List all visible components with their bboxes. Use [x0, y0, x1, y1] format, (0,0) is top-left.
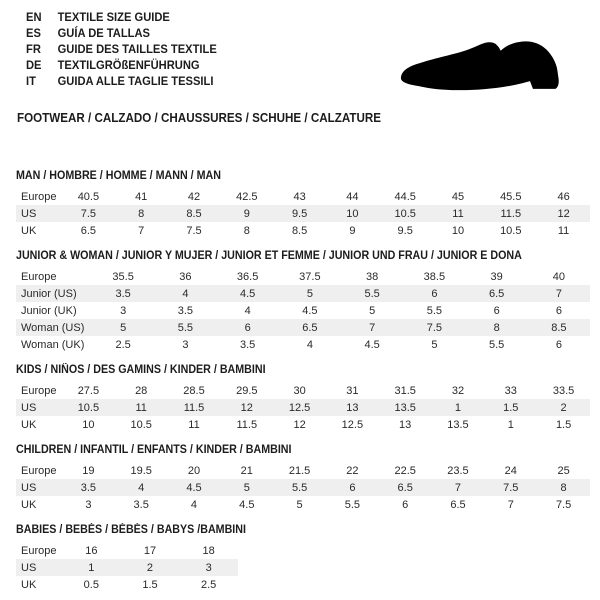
size-cell: 10.5: [394, 207, 416, 220]
size-cell: 39: [490, 270, 503, 283]
size-cell: 7.5: [503, 481, 519, 494]
row-label: US: [21, 481, 37, 494]
size-row-europe: [16, 382, 590, 399]
language-label: GUÍA DE TALLAS: [57, 26, 150, 40]
size-cell: 12: [293, 418, 306, 431]
row-label: Junior (US): [21, 287, 77, 300]
size-cell: 7: [555, 287, 562, 300]
size-cell: 3.5: [115, 287, 131, 300]
size-cell: 43: [293, 190, 306, 203]
size-table-children: [16, 462, 590, 513]
size-row-uk: [16, 222, 590, 239]
size-cell: 1.5: [142, 578, 158, 591]
size-cell: 6: [402, 498, 409, 511]
size-cell: 3: [120, 304, 127, 317]
size-cell: 11.5: [500, 207, 522, 220]
size-cell: 8.5: [291, 224, 308, 237]
size-table-kids: [16, 382, 590, 433]
size-cell: 40.5: [77, 190, 100, 203]
size-cell: 11: [557, 224, 570, 237]
size-cell: 1.5: [555, 418, 572, 431]
size-cell: 37.5: [299, 270, 321, 283]
size-cell: 5: [243, 481, 250, 494]
size-cell: 12: [557, 207, 570, 220]
size-cell: 42.5: [236, 190, 258, 203]
size-cell: 9.5: [291, 207, 308, 220]
size-cell: 12.5: [341, 418, 364, 431]
size-cell: 10: [451, 224, 465, 237]
size-row-us: [16, 559, 238, 576]
size-cell: 5: [431, 338, 438, 351]
size-cell: 13.5: [394, 401, 416, 414]
size-cell: 7: [507, 498, 514, 511]
size-cell: 3.5: [239, 338, 256, 351]
size-cell: 7.5: [426, 321, 443, 334]
size-cell: 1: [88, 561, 95, 574]
section-title-kids: KIDS / NIÑOS / DES GAMINS / KINDER / BAMBINI: [16, 364, 266, 376]
size-cell: 6.5: [397, 481, 413, 494]
size-row-europe: [16, 188, 590, 205]
language-list: [26, 9, 231, 89]
size-cell: 33: [504, 384, 517, 397]
size-cell: 33.5: [552, 384, 575, 397]
row-label: Europe: [21, 384, 57, 397]
language-row: [26, 57, 217, 73]
row-label: UK: [21, 578, 37, 591]
size-row-uk: [16, 496, 590, 513]
size-row-us: [16, 205, 590, 222]
size-row-uk: [16, 576, 238, 593]
size-cell: 22: [346, 464, 359, 477]
size-cell: 30: [293, 384, 306, 397]
size-cell: 36: [179, 270, 192, 283]
size-cell: 17: [143, 544, 157, 557]
size-cell: 3: [85, 498, 92, 511]
language-code: FR: [26, 42, 41, 56]
size-cell: 11.5: [236, 418, 258, 431]
size-cell: 4: [190, 498, 198, 511]
size-cell: 7.5: [80, 207, 97, 220]
size-cell: 6.5: [488, 287, 505, 300]
size-cell: 4: [244, 304, 251, 317]
size-cell: 3.5: [177, 304, 194, 317]
size-section-babies: [16, 524, 594, 593]
row-label: UK: [21, 418, 37, 431]
size-cell: 8: [138, 207, 145, 220]
size-cell: 5.5: [488, 338, 505, 351]
row-label: Woman (US): [21, 321, 85, 334]
size-cell: 2: [146, 561, 154, 574]
size-cell: 11: [452, 207, 464, 220]
size-cell: 36.5: [236, 270, 259, 283]
size-cell: 35.5: [112, 270, 134, 283]
size-cell: 6: [244, 321, 251, 334]
size-cell: 27.5: [77, 384, 100, 397]
size-cell: 11.5: [183, 401, 205, 414]
size-cell: 6.5: [80, 224, 97, 237]
row-label: US: [21, 207, 37, 220]
size-cell: 21.5: [288, 464, 311, 477]
row-label: US: [21, 561, 37, 574]
row-label: Woman (UK): [21, 338, 85, 351]
size-cell: 3: [182, 338, 189, 351]
size-cell: 8: [493, 321, 500, 334]
size-table-babies: [16, 542, 238, 593]
size-cell: 12: [240, 401, 253, 414]
language-label: GUIDE DES TAILLES TEXTILE: [57, 42, 217, 56]
size-cell: 1.5: [503, 401, 519, 414]
size-cell: 5.5: [364, 287, 380, 300]
size-cell: 5.5: [426, 304, 443, 317]
size-row-us: [16, 399, 590, 416]
size-cell: 7.5: [186, 224, 202, 237]
size-cell: 38.5: [423, 270, 446, 283]
language-row: [26, 25, 217, 41]
language-code: IT: [26, 74, 36, 88]
size-cell: 9.5: [397, 224, 413, 237]
size-cell: 5: [369, 304, 376, 317]
size-cell: 4: [306, 338, 313, 351]
size-cell: 11: [135, 401, 147, 414]
size-cell: 9: [243, 207, 250, 220]
row-label: Europe: [21, 190, 57, 203]
size-cell: 7: [138, 224, 145, 237]
size-cell: 6: [555, 304, 562, 317]
size-cell: 23.5: [447, 464, 469, 477]
size-row-us: [16, 479, 590, 496]
language-row: [26, 73, 217, 89]
size-cell: 4.5: [239, 498, 255, 511]
size-cell: 10: [82, 418, 95, 431]
size-row-woman-uk: [16, 336, 590, 353]
size-cell: 29.5: [236, 384, 258, 397]
size-cell: 20: [187, 464, 201, 477]
size-row-woman-us: [16, 319, 590, 336]
size-cell: 7: [369, 321, 376, 334]
size-cell: 40: [552, 270, 565, 283]
size-cell: 46: [557, 190, 570, 203]
size-cell: 6.5: [302, 321, 318, 334]
size-cell: 10: [346, 207, 359, 220]
section-title-children: CHILDREN / INFANTIL / ENFANTS / KINDER / BAMBINI: [16, 444, 292, 456]
size-cell: 5: [306, 287, 313, 300]
size-cell: 31: [346, 384, 359, 397]
size-cell: 13: [346, 401, 359, 414]
section-title-junior-woman: JUNIOR & WOMAN / JUNIOR Y MUJER / JUNIOR ET FEMME / JUNIOR UND FRAU / JUNIOR E DONA: [16, 250, 522, 262]
category-title: FOOTWEAR / CALZADO / CHAUSSURES / SCHUHE / CALZATURE: [17, 111, 382, 125]
size-cell: 4.5: [364, 338, 380, 351]
size-row-europe: [16, 542, 238, 559]
size-cell: 24: [504, 464, 517, 477]
size-cell: 3.5: [80, 481, 97, 494]
size-cell: 32: [451, 384, 465, 397]
size-cell: 6: [349, 481, 356, 494]
size-cell: 1: [454, 401, 462, 414]
size-cell: 6: [431, 287, 438, 300]
size-cell: 4: [182, 287, 189, 300]
size-cell: 0.5: [83, 578, 99, 591]
size-cell: 19.5: [130, 464, 152, 477]
size-cell: 44: [346, 190, 359, 203]
size-cell: 12.5: [288, 401, 311, 414]
size-section-man: [16, 170, 594, 239]
size-row-junior-uk: [16, 302, 590, 319]
size-cell: 2.5: [115, 338, 131, 351]
section-title-babies: BABIES / BEBÉS / BÉBÉS / BABYS /BAMBINI: [16, 524, 246, 536]
size-cell: 22.5: [394, 464, 416, 477]
size-cell: 13: [399, 418, 412, 431]
size-section-junior-woman: [16, 250, 594, 353]
size-cell: 4.5: [186, 481, 202, 494]
size-cell: 8: [560, 481, 567, 494]
size-cell: 5.5: [291, 481, 308, 494]
row-label: Europe: [21, 464, 57, 477]
size-cell: 5.5: [344, 498, 361, 511]
language-row: [26, 41, 217, 57]
size-cell: 2.5: [201, 578, 217, 591]
size-cell: 5.5: [177, 321, 194, 334]
size-cell: 5: [120, 321, 127, 334]
language-label: GUIDA ALLE TAGLIE TESSILI: [57, 74, 214, 88]
language-label: TEXTILGRÖßENFÜHRUNG: [57, 58, 200, 72]
size-cell: 8: [243, 224, 250, 237]
size-section-children: [16, 444, 594, 513]
size-cell: 3: [205, 561, 212, 574]
size-cell: 25: [557, 464, 570, 477]
size-cell: 6: [555, 338, 562, 351]
size-cell: 41: [135, 190, 148, 203]
size-cell: 11: [188, 418, 200, 431]
size-cell: 4: [138, 481, 145, 494]
size-cell: 10.5: [77, 401, 100, 414]
size-cell: 28: [135, 384, 148, 397]
size-row-junior-us: [16, 285, 590, 302]
size-row-uk: [16, 416, 590, 433]
row-label: UK: [21, 498, 37, 511]
size-cell: 9: [349, 224, 356, 237]
size-row-europe: [16, 462, 590, 479]
size-cell: 31.5: [394, 384, 416, 397]
size-cell: 13.5: [447, 418, 469, 431]
size-cell: 8.5: [551, 321, 567, 334]
size-cell: 4.5: [302, 304, 318, 317]
size-cell: 6: [493, 304, 500, 317]
size-cell: 7: [454, 481, 462, 494]
size-table-man: [16, 188, 590, 239]
dress-shoe-icon: [398, 34, 574, 93]
size-cell: 8.5: [186, 207, 202, 220]
size-cell: 1: [507, 418, 514, 431]
size-cell: 28.5: [183, 384, 205, 397]
size-cell: 6.5: [450, 498, 466, 511]
language-code: EN: [26, 10, 42, 24]
size-cell: 19: [82, 464, 95, 477]
size-cell: 21: [240, 464, 253, 477]
size-cell: 45: [451, 190, 465, 203]
size-cell: 10.5: [130, 418, 152, 431]
size-cell: 4.5: [239, 287, 256, 300]
row-label: UK: [21, 224, 37, 237]
size-cell: 38: [366, 270, 379, 283]
size-cell: 44.5: [394, 190, 416, 203]
language-label: TEXTILE SIZE GUIDE: [57, 10, 170, 24]
size-section-kids: [16, 364, 594, 433]
section-title-man: MAN / HOMBRE / HOMME / MANN / MAN: [16, 170, 221, 182]
size-cell: 10.5: [500, 224, 522, 237]
size-row-europe: [16, 268, 590, 285]
size-cell: 16: [85, 544, 98, 557]
size-cell: 5: [296, 498, 303, 511]
size-cell: 2: [560, 401, 567, 414]
size-cell: 18: [202, 544, 215, 557]
size-tables: [16, 170, 594, 600]
language-row: [26, 9, 217, 25]
language-code: ES: [26, 26, 41, 40]
size-table-junior-woman: [16, 268, 590, 353]
size-cell: 3.5: [133, 498, 149, 511]
language-code: DE: [26, 58, 42, 72]
size-cell: 45.5: [500, 190, 522, 203]
row-label: Europe: [21, 544, 57, 557]
row-label: Europe: [21, 270, 57, 283]
row-label: US: [21, 401, 37, 414]
size-cell: 7.5: [555, 498, 572, 511]
size-cell: 42: [187, 190, 201, 203]
row-label: Junior (UK): [21, 304, 77, 317]
